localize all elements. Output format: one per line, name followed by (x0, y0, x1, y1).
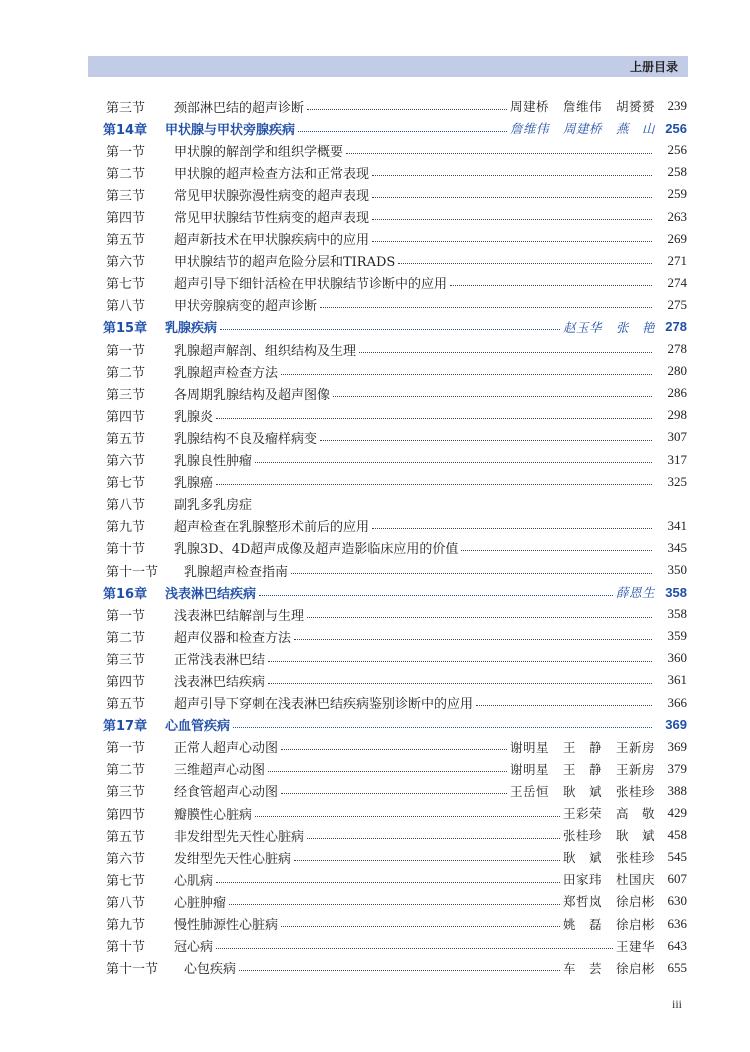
entry-page-number: 256 (667, 142, 687, 158)
toc-section-row[interactable] (106, 139, 687, 161)
dot-leader (216, 418, 652, 419)
toc-section-row[interactable] (106, 294, 687, 316)
author-name: 王新房 (615, 739, 655, 755)
entry-authors (563, 318, 655, 336)
dot-leader (281, 374, 652, 375)
entry-page-number: 280 (667, 363, 687, 379)
toc-section-row[interactable] (106, 559, 687, 581)
author-name: 田家玮 (562, 872, 602, 888)
entry-number: 第六节 (106, 255, 146, 271)
toc-section-row[interactable] (106, 846, 687, 868)
entry-number: 第十一节 (106, 564, 159, 580)
entry-title: 常见甲状腺弥漫性病变的超声表现 (174, 188, 370, 204)
entry-number: 第四节 (106, 211, 146, 227)
dot-leader (239, 970, 560, 971)
toc-chapter-row[interactable] (103, 117, 687, 139)
toc-section-row[interactable] (106, 890, 687, 912)
entry-authors (510, 119, 655, 137)
entry-number: 第六节 (106, 851, 146, 867)
toc-section-row[interactable] (106, 603, 687, 625)
entry-title: 瓣膜性心脏病 (174, 807, 253, 823)
entry-number: 第二节 (106, 763, 146, 779)
author-name: 张桂珍 (562, 828, 602, 844)
author-name: 王岳恒 (509, 783, 549, 799)
author-name: 高 敬 (615, 806, 655, 822)
entry-title: 超声新技术在甲状腺疾病中的应用 (174, 233, 370, 249)
author-name: 张 艳 (615, 319, 655, 335)
running-header-title: 上册目录 (629, 60, 678, 74)
entry-page-number: 379 (667, 760, 687, 776)
author-name: 詹维伟 (562, 99, 602, 115)
dot-leader (281, 926, 560, 927)
author-name: 张桂珍 (615, 850, 655, 866)
entry-page-number: 263 (667, 208, 687, 224)
entry-title: 乳腺结构不良及瘤样病变 (174, 431, 318, 447)
dot-leader (216, 484, 652, 485)
entry-page-number: 278 (665, 319, 687, 335)
toc-section-row[interactable] (106, 205, 687, 227)
entry-page-number: 341 (667, 517, 687, 533)
entry-title: 心血管疾病 (165, 719, 231, 735)
entry-page-number: 325 (667, 473, 687, 489)
author-name: 王 静 (562, 761, 602, 777)
author-name: 车 芸 (562, 960, 602, 976)
entry-title: 超声检查在乳腺整形术前后的应用 (174, 520, 370, 536)
entry-title: 正常人超声心动图 (174, 741, 279, 757)
entry-number: 第四节 (106, 807, 146, 823)
dot-leader (216, 948, 613, 949)
entry-authors (563, 848, 655, 866)
entry-page-number: 256 (665, 120, 687, 136)
toc-section-row[interactable] (106, 537, 687, 559)
author-name: 谢明星 (509, 761, 549, 777)
dot-leader (307, 617, 652, 618)
entry-page-number: 655 (667, 959, 687, 975)
entry-number: 第七节 (106, 873, 146, 889)
entry-authors (563, 892, 655, 910)
entry-number: 第九节 (106, 918, 146, 934)
toc-section-row[interactable] (106, 669, 687, 691)
entry-page-number: 345 (667, 539, 687, 555)
author-name: 赵玉华 (562, 319, 602, 335)
toc-section-row[interactable] (106, 228, 687, 250)
entry-page-number: 317 (667, 451, 687, 467)
toc-section-row[interactable] (106, 802, 687, 824)
entry-page-number: 350 (667, 562, 687, 578)
dot-leader (320, 440, 652, 441)
toc-chapter-row[interactable] (103, 316, 687, 338)
entry-number: 第九节 (106, 520, 146, 536)
dot-leader (333, 396, 652, 397)
entry-title: 发绀型先天性心脏病 (174, 851, 292, 867)
author-name: 詹维伟 (509, 121, 549, 137)
dot-leader (268, 661, 652, 662)
dot-leader (281, 749, 507, 750)
toc-section-row[interactable] (106, 625, 687, 647)
entry-number: 第14章 (103, 122, 148, 138)
entry-page-number: 545 (667, 849, 687, 865)
entry-page-number: 643 (667, 937, 687, 953)
entry-title: 甲状腺的超声检查方法和正常表现 (174, 166, 370, 182)
entry-title: 经食管超声心动图 (174, 785, 279, 801)
entry-page-number: 274 (667, 274, 687, 290)
dot-leader (307, 838, 560, 839)
entry-page-number: 358 (667, 606, 687, 622)
entry-page-number: 636 (667, 915, 687, 931)
toc-section-row[interactable] (106, 250, 687, 272)
author-name: 胡赟赟 (615, 99, 655, 115)
author-name: 徐启彬 (615, 960, 655, 976)
toc-chapter-row[interactable] (103, 714, 687, 736)
dot-leader (233, 727, 652, 728)
entry-page-number: 369 (665, 717, 687, 733)
entry-number: 第三节 (106, 188, 146, 204)
entry-title: 超声仪器和检查方法 (174, 630, 292, 646)
entry-title: 各周期乳腺结构及超声图像 (174, 387, 331, 403)
entry-title: 乳腺炎 (174, 409, 214, 425)
toc-section-row[interactable] (106, 493, 687, 515)
dot-leader (476, 705, 652, 706)
dot-leader (220, 329, 560, 330)
entry-title: 甲状腺的解剖学和组织学概要 (174, 144, 344, 160)
entry-number: 第八节 (106, 498, 146, 514)
entry-page-number: 607 (667, 871, 687, 887)
entry-authors (563, 915, 655, 933)
entry-authors (616, 583, 655, 601)
entry-title: 冠心病 (174, 940, 214, 956)
entry-number: 第十一节 (106, 962, 159, 978)
entry-number: 第六节 (106, 454, 146, 470)
entry-title: 超声引导下穿刺在浅表淋巴结疾病鉴别诊断中的应用 (174, 697, 474, 713)
entry-number: 第17章 (103, 719, 148, 735)
entry-number: 第五节 (106, 431, 146, 447)
entry-number: 第四节 (106, 674, 146, 690)
toc-section-row[interactable] (106, 382, 687, 404)
entry-number: 第三节 (106, 387, 146, 403)
toc-section-row[interactable] (106, 404, 687, 426)
entry-authors (563, 804, 655, 822)
toc-section-row[interactable] (106, 95, 687, 117)
entry-page-number: 286 (667, 385, 687, 401)
toc-section-row[interactable] (106, 183, 687, 205)
author-name: 耿 斌 (615, 828, 655, 844)
dot-leader (229, 904, 560, 905)
dot-leader (359, 352, 652, 353)
author-name: 燕 山 (615, 121, 655, 137)
author-name: 张桂珍 (615, 783, 655, 799)
entry-number: 第二节 (106, 630, 146, 646)
entry-title: 非发绀型先天性心脏病 (174, 829, 305, 845)
author-name: 杜国庆 (615, 872, 655, 888)
entry-title: 心脏肿瘤 (174, 895, 227, 911)
toc-chapter-row[interactable] (103, 581, 687, 603)
author-name: 耿 斌 (562, 783, 602, 799)
entry-title: 心包疾病 (184, 962, 237, 978)
toc-section-row[interactable] (106, 272, 687, 294)
dot-leader (346, 153, 652, 154)
entry-authors (563, 826, 655, 844)
dot-leader (450, 285, 652, 286)
dot-leader (255, 462, 652, 463)
entry-authors (510, 760, 655, 778)
entry-page-number: 388 (667, 782, 687, 798)
toc-section-row[interactable] (106, 736, 687, 758)
entry-title: 心肌病 (174, 873, 214, 889)
author-name: 周建桥 (562, 121, 602, 137)
entry-title: 乳腺3D、4D超声成像及超声造影临床应用的价值 (174, 542, 459, 558)
entry-number: 第三节 (106, 652, 146, 668)
dot-leader (372, 241, 652, 242)
toc-section-row[interactable] (106, 868, 687, 890)
entry-title: 副乳多乳房症 (174, 498, 253, 514)
toc-section-row[interactable] (106, 780, 687, 802)
author-name: 徐启彬 (615, 916, 655, 932)
author-name: 郑哲岚 (562, 894, 602, 910)
entry-page-number: 269 (667, 230, 687, 246)
dot-leader (372, 528, 652, 529)
entry-authors (510, 97, 655, 115)
author-name: 王彩荣 (562, 806, 602, 822)
entry-page-number: 458 (667, 827, 687, 843)
entry-title: 正常浅表淋巴结 (174, 652, 266, 668)
entry-number: 第七节 (106, 476, 146, 492)
entry-page-number: 369 (667, 738, 687, 754)
entry-authors (563, 959, 655, 977)
entry-title: 甲状旁腺病变的超声诊断 (174, 299, 318, 315)
toc-section-row[interactable] (106, 515, 687, 537)
entry-number: 第一节 (106, 741, 146, 757)
toc-section-row[interactable] (106, 449, 687, 471)
entry-title: 颈部淋巴结的超声诊断 (174, 100, 305, 116)
entry-authors (510, 782, 655, 800)
header-bar (88, 56, 688, 77)
dot-leader (307, 109, 507, 110)
entry-title: 乳腺疾病 (165, 321, 218, 337)
page-number: iii (672, 997, 683, 1011)
dot-leader (255, 816, 560, 817)
entry-number: 第一节 (106, 608, 146, 624)
entry-title: 乳腺超声检查指南 (184, 564, 289, 580)
entry-number: 第七节 (106, 277, 146, 293)
toc-section-row[interactable] (106, 692, 687, 714)
dot-leader (320, 307, 652, 308)
entry-authors (510, 738, 655, 756)
author-name: 耿 斌 (562, 850, 602, 866)
entry-authors (616, 937, 655, 955)
dot-leader (291, 573, 652, 574)
dot-leader (398, 263, 652, 264)
entry-page-number: 630 (667, 893, 687, 909)
entry-number: 第15章 (103, 321, 148, 337)
entry-page-number: 239 (667, 98, 687, 114)
dot-leader (268, 683, 652, 684)
entry-page-number: 359 (667, 628, 687, 644)
dot-leader (294, 860, 560, 861)
entry-number: 第16章 (103, 586, 148, 602)
author-name: 姚 磊 (562, 916, 602, 932)
entry-number: 第一节 (106, 343, 146, 359)
entry-title: 浅表淋巴结疾病 (165, 586, 257, 602)
toc-section-row[interactable] (106, 426, 687, 448)
toc-section-row[interactable] (106, 912, 687, 934)
entry-page-number: 275 (667, 296, 687, 312)
entry-number: 第五节 (106, 233, 146, 249)
entry-title: 浅表淋巴结解剖与生理 (174, 608, 305, 624)
toc-section-row[interactable] (106, 824, 687, 846)
entry-title: 三维超声心动图 (174, 763, 266, 779)
entry-title: 乳腺超声解剖、组织结构及生理 (174, 343, 357, 359)
author-name: 薛恩生 (615, 585, 655, 601)
entry-title: 乳腺癌 (174, 476, 214, 492)
entry-title: 超声引导下细针活检在甲状腺结节诊断中的应用 (174, 277, 448, 293)
entry-number: 第五节 (106, 829, 146, 845)
dot-leader (259, 595, 613, 596)
toc-section-row[interactable] (106, 935, 687, 957)
entry-title: 乳腺良性肿瘤 (174, 454, 253, 470)
entry-number: 第八节 (106, 895, 146, 911)
author-name: 徐启彬 (615, 894, 655, 910)
toc-section-row[interactable] (106, 161, 687, 183)
table-of-contents (103, 95, 687, 979)
entry-title: 乳腺超声检查方法 (174, 365, 279, 381)
toc-section-row[interactable] (106, 957, 687, 979)
entry-number: 第八节 (106, 299, 146, 315)
entry-number: 第一节 (106, 144, 146, 160)
author-name: 谢明星 (509, 739, 549, 755)
entry-page-number: 366 (667, 694, 687, 710)
dot-leader (372, 197, 652, 198)
toc-section-row[interactable] (106, 338, 687, 360)
toc-section-row[interactable] (106, 360, 687, 382)
author-name: 王新房 (615, 761, 655, 777)
entry-number: 第二节 (106, 166, 146, 182)
entry-page-number: 278 (667, 341, 687, 357)
entry-number: 第三节 (106, 785, 146, 801)
entry-number: 第三节 (106, 100, 146, 116)
entry-number: 第五节 (106, 697, 146, 713)
entry-page-number: 358 (665, 584, 687, 600)
entry-number: 第二节 (106, 365, 146, 381)
dot-leader (216, 882, 560, 883)
entry-page-number: 298 (667, 407, 687, 423)
entry-number: 第十节 (106, 542, 146, 558)
entry-number: 第十节 (106, 940, 146, 956)
entry-authors (563, 870, 655, 888)
entry-page-number: 271 (667, 252, 687, 268)
dot-leader (298, 131, 507, 132)
entry-page-number: 361 (667, 672, 687, 688)
entry-title: 浅表淋巴结疾病 (174, 674, 266, 690)
entry-title: 慢性肺源性心脏病 (174, 918, 279, 934)
author-name: 王 静 (562, 739, 602, 755)
entry-number: 第四节 (106, 409, 146, 425)
author-name: 周建桥 (509, 99, 549, 115)
toc-section-row[interactable] (106, 471, 687, 493)
entry-title: 甲状腺与甲状旁腺疾病 (165, 122, 296, 138)
toc-section-row[interactable] (106, 758, 687, 780)
entry-page-number: 360 (667, 650, 687, 666)
entry-page-number: 259 (667, 186, 687, 202)
entry-page-number: 307 (667, 429, 687, 445)
dot-leader (372, 175, 652, 176)
author-name: 王建华 (615, 938, 655, 954)
entry-page-number: 258 (667, 164, 687, 180)
dot-leader (294, 639, 652, 640)
dot-leader (461, 550, 652, 551)
toc-section-row[interactable] (106, 647, 687, 669)
entry-title: 常见甲状腺结节性病变的超声表现 (174, 211, 370, 227)
dot-leader (372, 219, 652, 220)
dot-leader (281, 793, 507, 794)
dot-leader (268, 771, 507, 772)
entry-page-number: 429 (667, 805, 687, 821)
entry-title: 甲状腺结节的超声危险分层和TIRADS (174, 255, 396, 271)
